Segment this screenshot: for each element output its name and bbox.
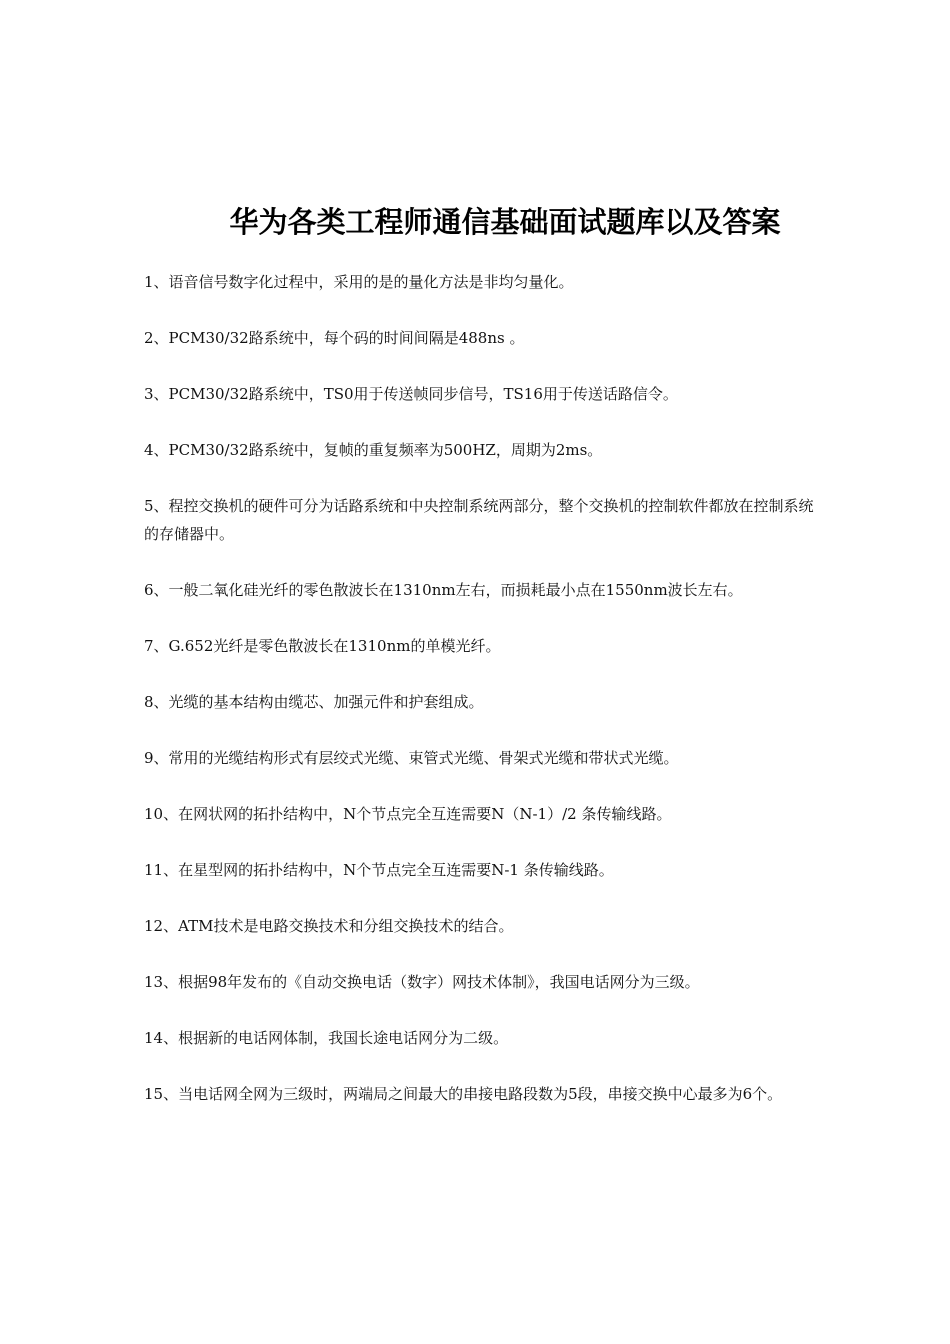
list-item: 12、ATM技术是电路交换技术和分组交换技术的结合。 [144, 917, 514, 935]
list-item: 14、根据新的电话网体制，我国长途电话网分为二级。 [144, 1029, 509, 1047]
list-item: 6、一般二氧化硅光纤的零色散波长在1310nm左右，而损耗最小点在1550nm波长左右。 [144, 581, 743, 599]
list-item: 7、G.652光纤是零色散波长在1310nm的单模光纤。 [144, 637, 501, 655]
document-title: 华为各类工程师通信基础面试题库以及答案 [229, 205, 781, 239]
list-item: 13、根据98年发布的《自动交换电话（数字）网技术体制》，我国电话网分为三级。 [144, 973, 700, 991]
question-list [144, 268, 816, 1136]
list-item: 5、程控交换机的硬件可分为话路系统和中央控制系统两部分，整个交换机的控制软件都放在控制系统的存储器中。 [144, 497, 814, 543]
list-item: 4、PCM30/32路系统中，复帧的重复频率为500HZ，周期为2ms。 [144, 441, 603, 459]
list-item: 3、PCM30/32路系统中，TS0用于传送帧同步信号，TS16用于传送话路信令。 [144, 385, 678, 403]
list-item: 8、光缆的基本结构由缆芯、加强元件和护套组成。 [144, 693, 484, 711]
list-item: 2、PCM30/32路系统中，每个码的时间间隔是488ns 。 [144, 329, 525, 347]
list-item: 10、在网状网的拓扑结构中，N个节点完全互连需要N（N-1）/2 条传输线路。 [144, 805, 672, 823]
list-item: 1、语音信号数字化过程中，采用的是的量化方法是非均匀量化。 [144, 273, 574, 291]
list-item: 9、常用的光缆结构形式有层绞式光缆、束管式光缆、骨架式光缆和带状式光缆。 [144, 749, 679, 767]
list-item: 15、当电话网全网为三级时，两端局之间最大的串接电路段数为5段，串接交换中心最多为6个。 [144, 1085, 783, 1103]
list-item: 11、在星型网的拓扑结构中，N个节点完全互连需要N-1 条传输线路。 [144, 861, 614, 879]
